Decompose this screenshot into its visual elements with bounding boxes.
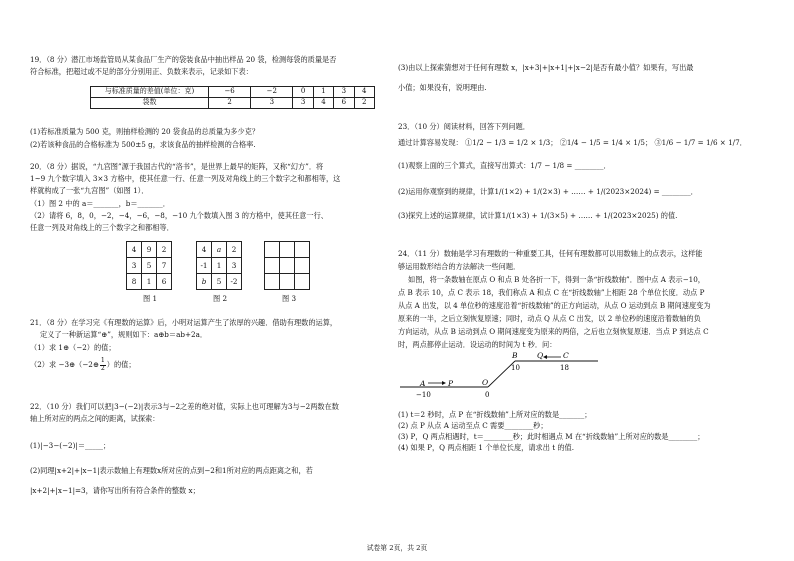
page-footer: 试卷第 2页，共 2页 bbox=[366, 543, 428, 552]
q24-sub3: (3) P，Q 两点相遇时，t＝________秒；此时相遇点 M 在“折线数轴”上所对应的数是________； bbox=[398, 432, 705, 441]
q21-sub2-pre: （2）求 −3⊕（−2⊕ bbox=[30, 360, 99, 369]
fraction-one-half: $\frac{1}{2}$ bbox=[100, 357, 105, 372]
q23-sub3: (3)探究上述的运算规律，试计算1/(1×3) + 1/(3×5) + …… + 1/(2023×2025) 的值. bbox=[398, 211, 678, 220]
grid-cell: 1 bbox=[212, 258, 227, 274]
point-label-q: Q bbox=[537, 351, 544, 360]
q19-count: 3 bbox=[293, 98, 313, 109]
q19-count: 2 bbox=[209, 98, 251, 109]
figure-3-label: 图 3 bbox=[282, 294, 297, 303]
q22-line1: 22．（10 分）我们可以把|3−(−2)|表示3与−2之差的绝对值，实际上也可理解为3与−2两数在数 bbox=[30, 402, 339, 411]
q24-sub2: (2) 点 P 从点 A 运动至点 C 需要________秒； bbox=[398, 421, 548, 430]
grid-cell: a bbox=[212, 242, 227, 258]
q23-sub2-expr: 1/(1×2) + 1/(2×3) + …… + 1/(2023×2024) = ________． bbox=[494, 187, 698, 196]
grid-cell-empty bbox=[265, 274, 280, 290]
q23-line1: 23．（10 分）阅读材料，回答下列问题． bbox=[398, 122, 530, 131]
grid-cell: 2 bbox=[227, 242, 242, 258]
q20-sub2: （2）请将 6，8，0，−2，−4，−6，−8，−10 九个数填入图 3 的方格中，使其任意一行、 bbox=[30, 211, 328, 220]
q24-line7: 方向运动，从点 B 运动到点 O 期间速度变为原来的两倍，之后也立刻恢复原速．当点 P 到达点 C bbox=[398, 327, 709, 336]
q19-sub2: (2)若该种食品的合格标准为 500±5 g，求该食品的抽样检测的合格率. bbox=[30, 140, 256, 149]
q19-count: 2 bbox=[354, 98, 374, 109]
grid-cell: 7 bbox=[157, 258, 172, 274]
q19-line1: 19．（8 分）潜江市场监管局从某食品厂生产的袋装食品中抽出样品 20 袋，检测每袋的质量是否 bbox=[30, 55, 337, 64]
q24-sub1: (1) t＝2 秒时，点 P 在“折线数轴”上所对应的数是_______； bbox=[398, 410, 592, 419]
q22-sub1: (1)|−3−(−2)|＝_____； bbox=[30, 441, 111, 450]
point-label-o: O bbox=[482, 378, 489, 387]
q22-line2: 轴上所对应的两点之间的距离，试探索： bbox=[30, 414, 160, 423]
grid-cell: 4 bbox=[197, 242, 212, 258]
q23-sub3-expr: 1/(1×3) + 1/(3×5) + …… + 1/(2023×2025) 的值. bbox=[501, 211, 678, 220]
q20-sub1: （1）图 2 中的 a＝_______，b＝_______． bbox=[30, 199, 170, 208]
q24-line1: 24．（11 分）数轴是学习有理数的一种重要工具，任何有理数都可以用数轴上的点表示，这样能 bbox=[398, 249, 703, 258]
value-label-o: 0 bbox=[485, 391, 490, 399]
q19-count: 4 bbox=[313, 98, 333, 109]
figure-1-label: 图 1 bbox=[143, 294, 158, 303]
q22-sub2: (2)同理|x+2|+|x−1|表示数轴上有理数x所对应的点到−2和1所对应的两点距离之和，若 bbox=[30, 466, 313, 475]
q21-sub1: （1）求 1⊕（−2）的值； bbox=[30, 343, 116, 352]
q19-diff: −6 bbox=[209, 87, 251, 98]
q23-calc3: ③1/6 − 1/7 = 1/6 × 1/7． bbox=[654, 138, 747, 147]
value-label-c: 18 bbox=[560, 364, 569, 372]
grid-cell: 1 bbox=[142, 274, 157, 290]
grid-cell-empty bbox=[295, 274, 310, 290]
q22-sub3: |x+2|+|x−1|=3，请你写出所有符合条件的整数 x； bbox=[30, 486, 200, 495]
grid-cell-empty bbox=[295, 258, 310, 274]
q24-line5: 从点 A 出发，以 4 单位秒的速度沿着“折线数轴”的正方向运动，从点 O 运动到点 B 期间速度变为 bbox=[398, 301, 711, 310]
q24-line8: 时，两点都停止运动．设运动的时间为 t 秒．问： bbox=[398, 340, 557, 349]
q19-diff: 0 bbox=[293, 87, 313, 98]
grid-cell-empty bbox=[295, 242, 310, 258]
q21-sub2-post: ）的值； bbox=[106, 360, 136, 369]
q23-line2 bbox=[398, 138, 747, 148]
figure-1-grid bbox=[126, 241, 172, 290]
grid-cell: 3 bbox=[227, 258, 242, 274]
grid-cell-empty bbox=[280, 242, 295, 258]
grid-cell: 8 bbox=[127, 274, 142, 290]
q19-count: 6 bbox=[334, 98, 354, 109]
figure-3-grid bbox=[264, 241, 310, 290]
q20-line1: 20．（8 分）据说，“九宫图”源于我国古代的“洛书”，是世界上最早的矩阵，又称“幻方”．将 bbox=[30, 162, 324, 171]
q20-line2: 1~9 九个数字填入 3×3 方格中，使其任意一行、任意一列及对角线上的三个数字之和都相等，这 bbox=[30, 174, 341, 183]
q19-diff: 3 bbox=[334, 87, 354, 98]
q19-table bbox=[90, 86, 375, 109]
point-label-b: B bbox=[512, 351, 518, 360]
q21-sub2 bbox=[30, 358, 136, 372]
q24-sub4: (4) 如果 P，Q 两点相距 1 个单位长度，请求出 t 的值. bbox=[398, 443, 575, 452]
q21-line1: 21．（8 分）在学习完《有理数的运算》后，小明对运算产生了浓厚的兴趣．借助有理数的运算， bbox=[30, 318, 338, 327]
grid-cell: 5 bbox=[212, 274, 227, 290]
q23-calc1: ①1/2 − 1/3 = 1/2 × 1/3； bbox=[465, 138, 558, 147]
grid-cell-empty bbox=[280, 274, 295, 290]
q23-sub1: (1)观察上面的三个算式，直接写出算式：1/7 − 1/8 = ________． bbox=[398, 161, 611, 170]
q24-line6: 原来的一半，之后立刻恢复原速；同时，动点 Q 从点 C 出发，以 2 单位秒的速度沿着数轴的负 bbox=[398, 314, 701, 323]
q19-count: 3 bbox=[251, 98, 293, 109]
grid-cell: 6 bbox=[157, 274, 172, 290]
figure-2-grid bbox=[196, 241, 242, 290]
grid-cell: 4 bbox=[127, 242, 142, 258]
figure-2-label: 图 2 bbox=[213, 294, 228, 303]
q19-table-header: 与标准质量的差值(单位：克) bbox=[91, 87, 209, 98]
q21-line2: 定义了一种新运算“⊕”，规则如下：a⊕b＝ab+2a． bbox=[40, 330, 208, 339]
point-label-a: A bbox=[420, 379, 426, 388]
q23-sub1-expr: 1/7 − 1/8 = ________． bbox=[530, 161, 611, 170]
q19-count-label: 袋数 bbox=[91, 98, 209, 109]
q20-line3: 样就构成了一张“九宫图”（如图 1）． bbox=[30, 186, 149, 195]
grid-cell-empty bbox=[265, 242, 280, 258]
q24-line4: 点 B 表示 10，点 C 表示 18，我们称点 A 和点 C 在“折线数轴”上相距 28 个单位长度．动点 P bbox=[398, 288, 705, 297]
grid-cell-empty bbox=[280, 258, 295, 274]
grid-cell: 9 bbox=[142, 242, 157, 258]
q24-line3: 如图，将一条数轴在原点 O 和点 B 处各折一下，得到一条“折线数轴”．图中点 A 表示−10， bbox=[408, 275, 705, 284]
q20-sub3: 任意一列及对角线上的三个数字之和都相等． bbox=[30, 223, 174, 232]
folded-number-line-diagram bbox=[398, 346, 608, 406]
p-arrow-head-icon bbox=[442, 381, 446, 385]
point-label-p: P bbox=[448, 379, 454, 388]
q19-diff: −2 bbox=[251, 87, 293, 98]
q23-sub2: (2)运用你观察到的规律，计算1/(1×2) + 1/(2×3) + …… + 1/(2023×2024) = ________． bbox=[398, 187, 698, 196]
q19-diff: 1 bbox=[313, 87, 333, 98]
grid-cell: -2 bbox=[227, 274, 242, 290]
grid-cell: 5 bbox=[142, 258, 157, 274]
q22-sub3-continued: (3)由以上探索猜想对于任何有理数 x，|x+3|+|x+1|+|x−2|是否有最小值？如果有，写出最 bbox=[398, 63, 694, 72]
grid-cell-empty bbox=[265, 258, 280, 274]
q19-line2: 符合标准，把超过或不足的部分分别用正、负数来表示，记录如下表： bbox=[30, 67, 253, 76]
value-label-b: 10 bbox=[511, 364, 520, 372]
grid-cell: 2 bbox=[157, 242, 172, 258]
q-arrow-head-icon bbox=[543, 355, 547, 359]
value-label-a: −10 bbox=[416, 391, 431, 399]
q22-sub3-continued-2: 小值；如果没有，说明理由. bbox=[398, 83, 487, 92]
q19-sub1: (1)若标准质量为 500 克，则抽样检测的 20 袋食品的总质量为多少克？ bbox=[30, 127, 260, 136]
q24-line2: 够运用数形结合的方法解决一些问题． bbox=[398, 262, 521, 271]
q23-calc2: ②1/4 − 1/5 = 1/4 × 1/5； bbox=[559, 138, 653, 147]
grid-cell: -1 bbox=[197, 258, 212, 274]
q19-diff: 4 bbox=[354, 87, 374, 98]
grid-cell: 3 bbox=[127, 258, 142, 274]
point-label-c: C bbox=[563, 351, 569, 360]
q23-intro: 通过计算容易发现： bbox=[398, 138, 463, 147]
grid-cell: b bbox=[197, 274, 212, 290]
